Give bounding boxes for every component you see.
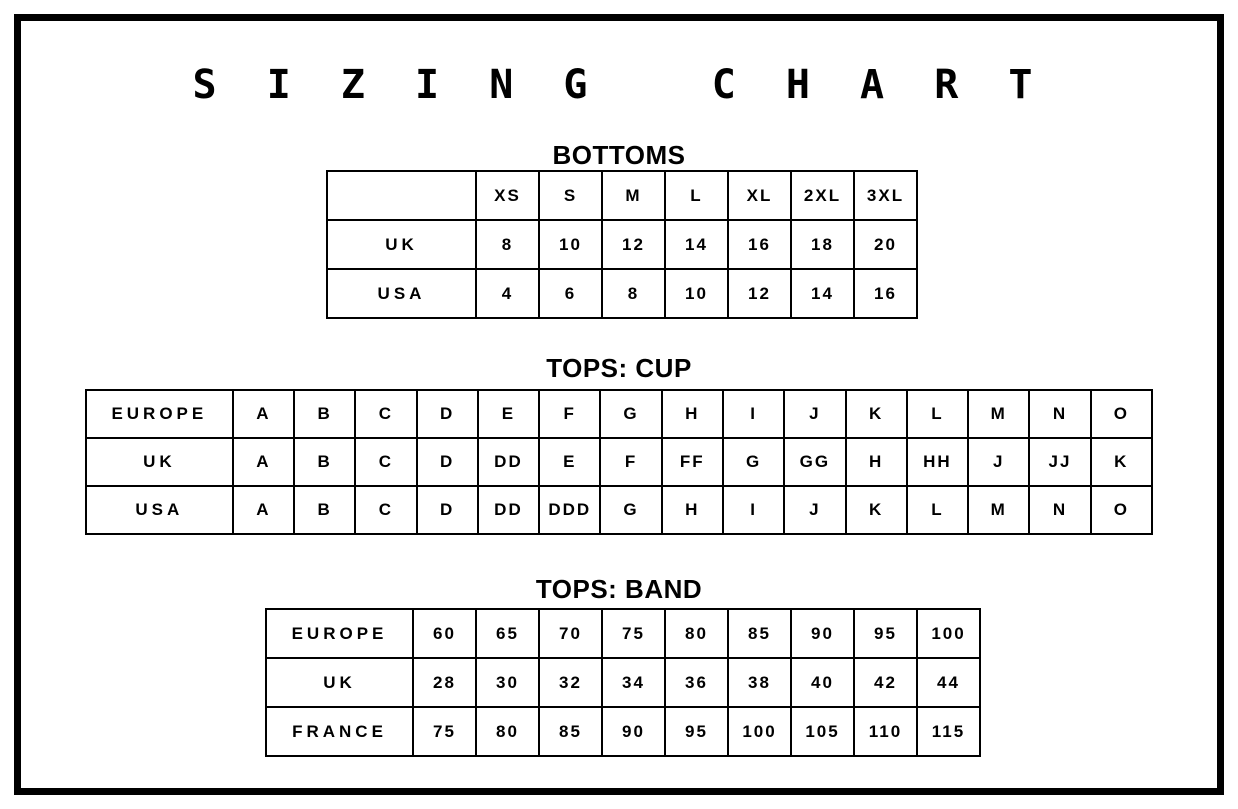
cup-cell: D bbox=[417, 438, 478, 486]
table-bottoms bbox=[326, 170, 918, 319]
cup-cell: J bbox=[784, 486, 845, 534]
band-cell: 32 bbox=[539, 658, 602, 707]
cup-cell: I bbox=[723, 390, 784, 438]
band-cell: 75 bbox=[602, 609, 665, 658]
bottoms-cell: 12 bbox=[728, 269, 791, 318]
band-cell: 42 bbox=[854, 658, 917, 707]
cup-cell: DDD bbox=[539, 486, 600, 534]
cup-cell: A bbox=[233, 486, 294, 534]
table-tops-cup bbox=[85, 389, 1153, 535]
cup-cell: H bbox=[662, 390, 723, 438]
cup-cell: FF bbox=[662, 438, 723, 486]
bottoms-cell: 14 bbox=[791, 269, 854, 318]
section-title-tops-cup: TOPS: CUP bbox=[546, 353, 692, 383]
band-cell: 105 bbox=[791, 707, 854, 756]
bottoms-col-header: XL bbox=[728, 171, 791, 220]
cup-cell: H bbox=[662, 486, 723, 534]
band-cell: 90 bbox=[602, 707, 665, 756]
cup-row-label: USA bbox=[86, 486, 233, 534]
cup-cell: D bbox=[417, 486, 478, 534]
cup-cell: F bbox=[600, 438, 661, 486]
cup-cell: O bbox=[1091, 390, 1152, 438]
cup-cell: C bbox=[355, 390, 416, 438]
cup-cell: J bbox=[784, 390, 845, 438]
cup-cell: J bbox=[968, 438, 1029, 486]
cup-cell: O bbox=[1091, 486, 1152, 534]
cup-cell: K bbox=[1091, 438, 1152, 486]
band-cell: 85 bbox=[539, 707, 602, 756]
band-cell: 115 bbox=[917, 707, 980, 756]
cup-cell: B bbox=[294, 486, 355, 534]
cup-cell: A bbox=[233, 438, 294, 486]
table-tops-band bbox=[265, 608, 981, 757]
band-row-label: EUROPE bbox=[266, 609, 413, 658]
bottoms-cell: 10 bbox=[539, 220, 602, 269]
band-cell: 36 bbox=[665, 658, 728, 707]
band-cell: 60 bbox=[413, 609, 476, 658]
cup-cell: E bbox=[478, 390, 539, 438]
cup-cell: D bbox=[417, 390, 478, 438]
cup-cell: G bbox=[600, 390, 661, 438]
cup-cell: I bbox=[723, 486, 784, 534]
bottoms-cell: 10 bbox=[665, 269, 728, 318]
cup-cell: K bbox=[846, 486, 907, 534]
cup-cell: N bbox=[1029, 486, 1090, 534]
cup-cell: K bbox=[846, 390, 907, 438]
cup-row-label: UK bbox=[86, 438, 233, 486]
bottoms-col-header: XS bbox=[476, 171, 539, 220]
band-cell: 30 bbox=[476, 658, 539, 707]
bottoms-cell: 4 bbox=[476, 269, 539, 318]
cup-cell: L bbox=[907, 486, 968, 534]
band-cell: 95 bbox=[854, 609, 917, 658]
bottoms-cell: 12 bbox=[602, 220, 665, 269]
cup-cell: GG bbox=[784, 438, 845, 486]
bottoms-col-header: L bbox=[665, 171, 728, 220]
band-cell: 40 bbox=[791, 658, 854, 707]
cup-cell: G bbox=[723, 438, 784, 486]
bottoms-header-blank bbox=[327, 171, 476, 220]
cup-cell: C bbox=[355, 486, 416, 534]
cup-cell: H bbox=[846, 438, 907, 486]
table-row bbox=[266, 707, 980, 756]
section-title-tops-band: TOPS: BAND bbox=[535, 574, 703, 604]
band-cell: 110 bbox=[854, 707, 917, 756]
band-cell: 28 bbox=[413, 658, 476, 707]
table-row bbox=[327, 269, 917, 318]
table-row bbox=[266, 609, 980, 658]
bottoms-cell: 14 bbox=[665, 220, 728, 269]
cup-cell: N bbox=[1029, 390, 1090, 438]
bottoms-row-label: USA bbox=[327, 269, 476, 318]
table-row bbox=[86, 438, 1152, 486]
table-row bbox=[327, 171, 917, 220]
bottoms-cell: 16 bbox=[728, 220, 791, 269]
cup-cell: E bbox=[539, 438, 600, 486]
band-cell: 100 bbox=[728, 707, 791, 756]
band-cell: 80 bbox=[476, 707, 539, 756]
bottoms-cell: 8 bbox=[476, 220, 539, 269]
table-row bbox=[266, 658, 980, 707]
cup-cell: G bbox=[600, 486, 661, 534]
cup-cell: HH bbox=[907, 438, 968, 486]
band-row-label: UK bbox=[266, 658, 413, 707]
band-cell: 95 bbox=[665, 707, 728, 756]
bottoms-cell: 16 bbox=[854, 269, 917, 318]
band-cell: 100 bbox=[917, 609, 980, 658]
section-title-bottoms: BOTTOMS bbox=[552, 140, 686, 170]
bottoms-cell: 18 bbox=[791, 220, 854, 269]
bottoms-row-label: UK bbox=[327, 220, 476, 269]
cup-cell: DD bbox=[478, 438, 539, 486]
cup-cell: DD bbox=[478, 486, 539, 534]
band-cell: 80 bbox=[665, 609, 728, 658]
bottoms-col-header: 3XL bbox=[854, 171, 917, 220]
cup-cell: B bbox=[294, 390, 355, 438]
band-cell: 34 bbox=[602, 658, 665, 707]
cup-cell: A bbox=[233, 390, 294, 438]
bottoms-cell: 20 bbox=[854, 220, 917, 269]
table-row bbox=[86, 390, 1152, 438]
cup-cell: M bbox=[968, 390, 1029, 438]
bottoms-cell: 8 bbox=[602, 269, 665, 318]
bottoms-col-header: 2XL bbox=[791, 171, 854, 220]
band-cell: 85 bbox=[728, 609, 791, 658]
page-title: S I Z I N G C H A R T bbox=[192, 62, 1046, 108]
table-row bbox=[327, 220, 917, 269]
cup-cell: B bbox=[294, 438, 355, 486]
table-row bbox=[86, 486, 1152, 534]
band-cell: 38 bbox=[728, 658, 791, 707]
band-cell: 70 bbox=[539, 609, 602, 658]
band-cell: 65 bbox=[476, 609, 539, 658]
cup-row-label: EUROPE bbox=[86, 390, 233, 438]
band-cell: 75 bbox=[413, 707, 476, 756]
bottoms-cell: 6 bbox=[539, 269, 602, 318]
band-row-label: FRANCE bbox=[266, 707, 413, 756]
cup-cell: JJ bbox=[1029, 438, 1090, 486]
bottoms-col-header: M bbox=[602, 171, 665, 220]
cup-cell: M bbox=[968, 486, 1029, 534]
band-cell: 90 bbox=[791, 609, 854, 658]
cup-cell: L bbox=[907, 390, 968, 438]
cup-cell: F bbox=[539, 390, 600, 438]
band-cell: 44 bbox=[917, 658, 980, 707]
cup-cell: C bbox=[355, 438, 416, 486]
bottoms-col-header: S bbox=[539, 171, 602, 220]
